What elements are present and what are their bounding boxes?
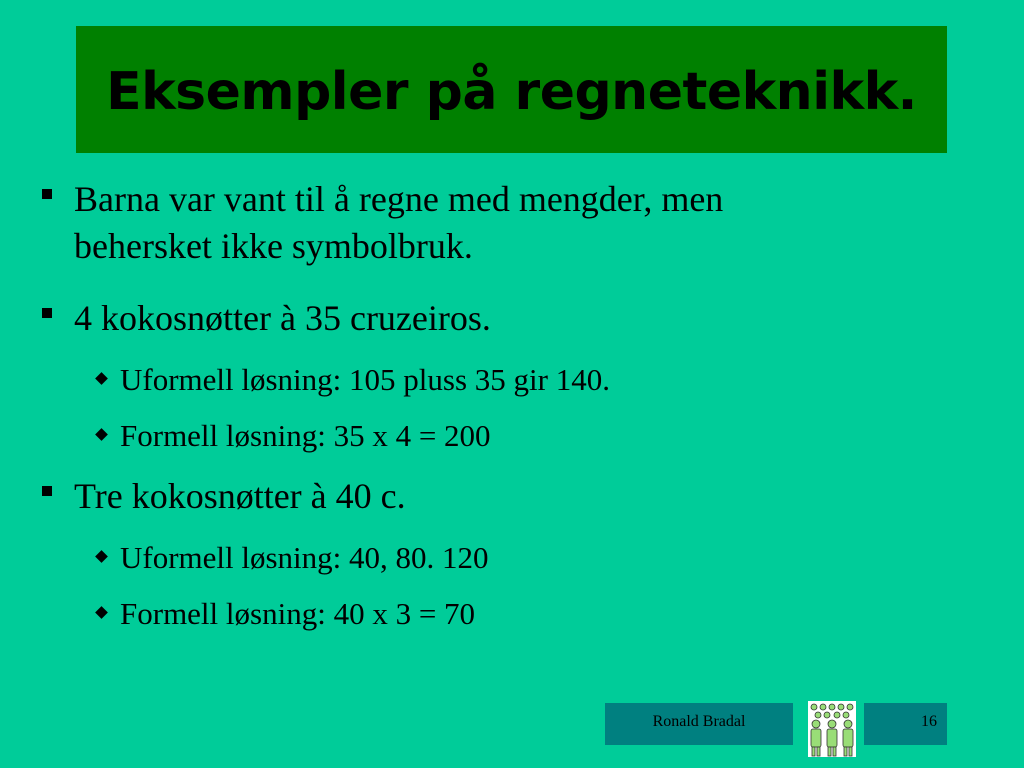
sub-bullet-text: Uformell løsning: 105 pluss 35 gir 140. <box>120 362 610 397</box>
bullet-text: 4 kokosnøtter à 35 cruzeiros. <box>74 298 491 338</box>
diamond-bullet-icon <box>95 606 108 619</box>
square-bullet-icon <box>42 189 52 199</box>
footer-author: Ronald Bradal <box>605 703 793 745</box>
square-bullet-icon <box>42 486 52 496</box>
slide-title: Eksempler på regneteknikk. <box>106 61 917 122</box>
sub-bullet-text: Formell løsning: 35 x 4 = 200 <box>120 418 491 453</box>
diamond-bullet-icon <box>95 372 108 385</box>
diamond-bullet-icon <box>95 428 108 441</box>
bullet-text-line2: behersket ikke symbolbruk. <box>74 226 473 266</box>
bullet-text: Tre kokosnøtter à 40 c. <box>74 476 406 516</box>
sub-bullet-text: Uformell løsning: 40, 80. 120 <box>120 540 489 575</box>
square-bullet-icon <box>42 308 52 318</box>
bullet-text-line1: Barna var vant til å regne med mengder, men <box>74 179 724 219</box>
sub-bullet-text: Formell løsning: 40 x 3 = 70 <box>120 596 476 631</box>
page-number: 16 <box>864 703 947 745</box>
people-group-icon <box>808 701 856 757</box>
diamond-bullet-icon <box>95 550 108 563</box>
